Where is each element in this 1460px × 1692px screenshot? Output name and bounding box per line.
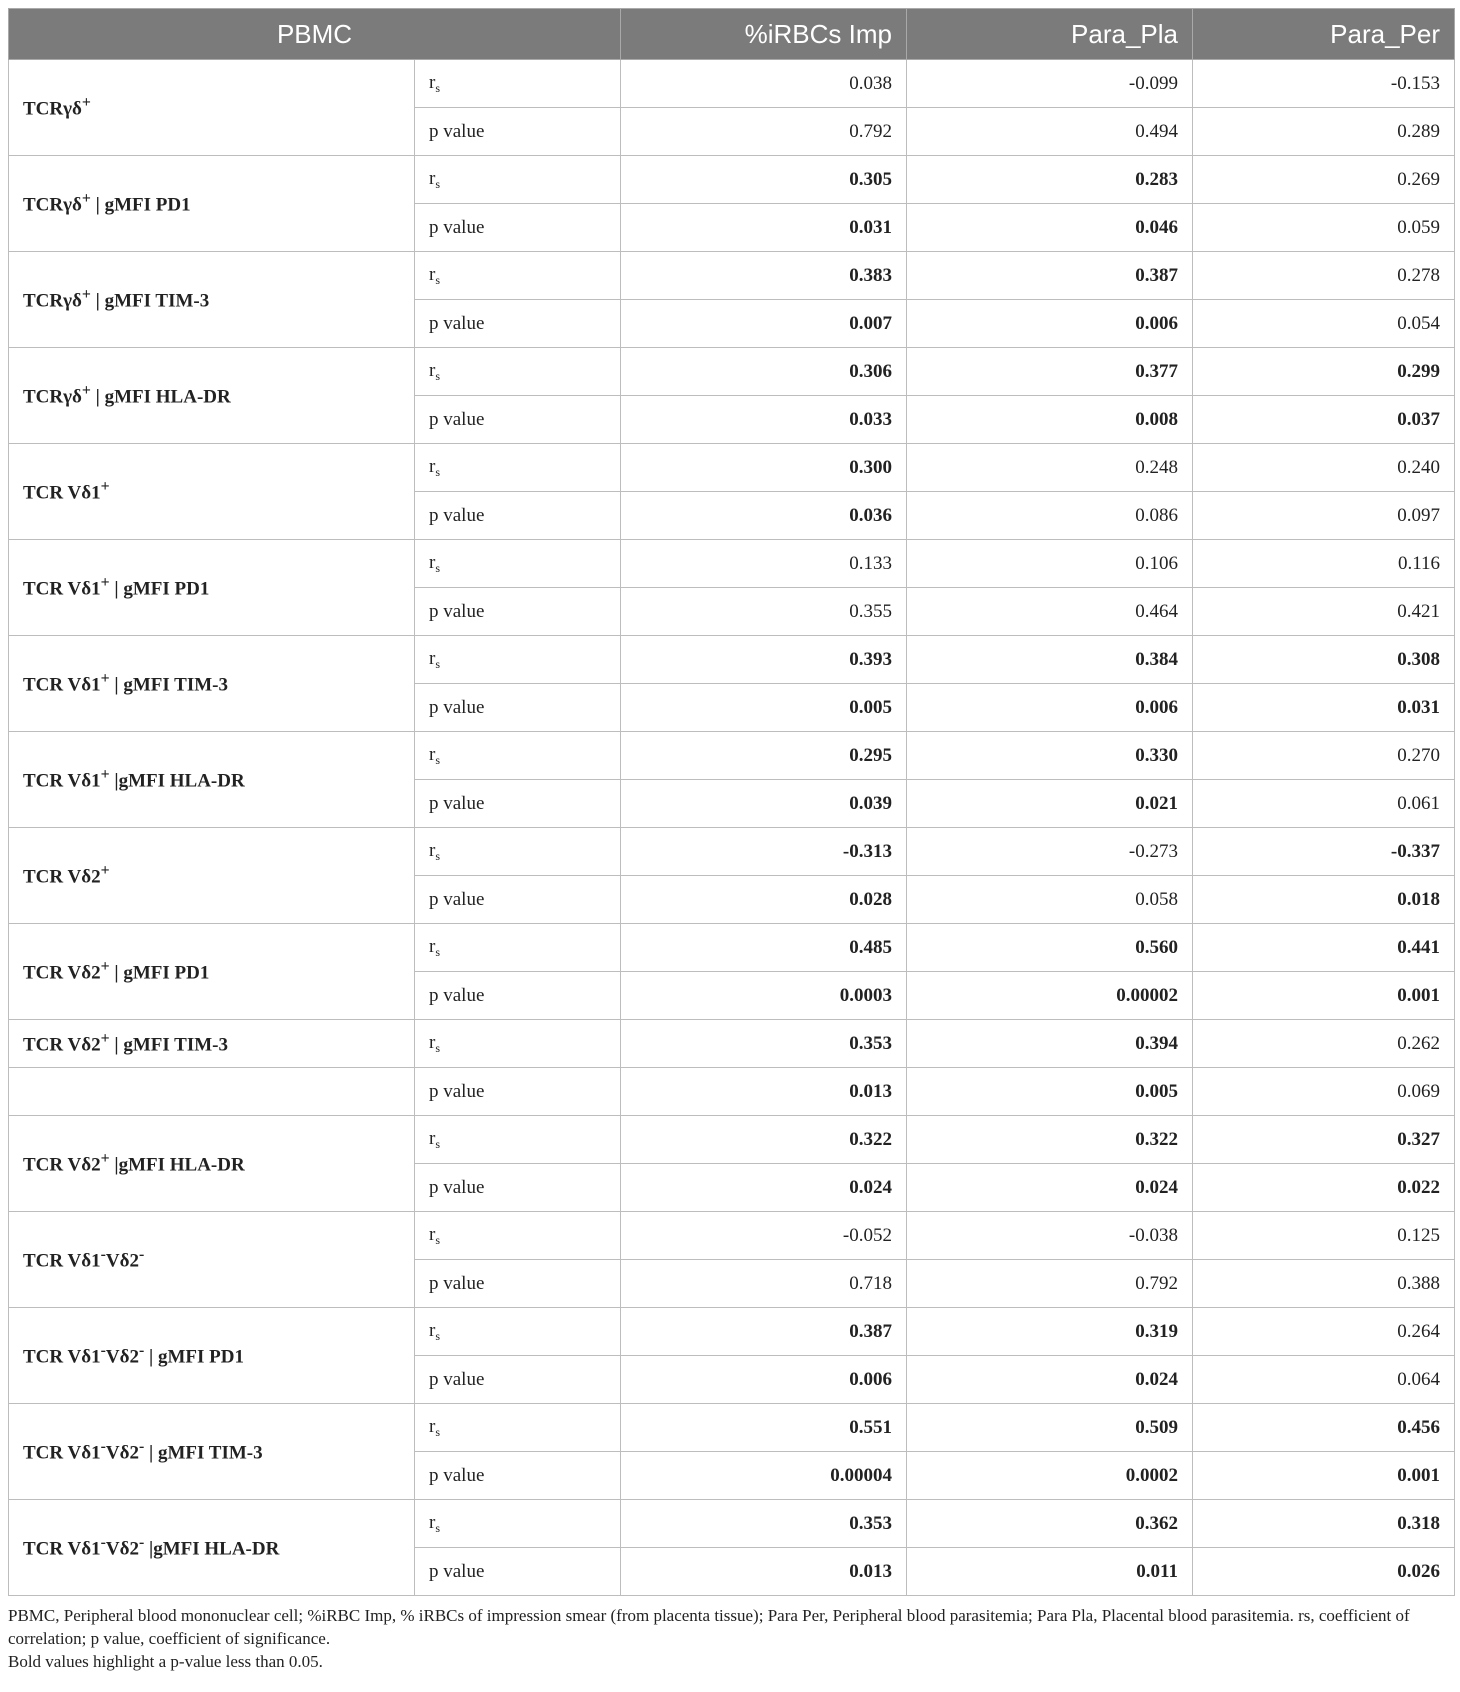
cell-rs-iRBCs-imp: 0.038 (621, 60, 907, 108)
rs-symbol: r (429, 71, 436, 93)
rs-subscript: s (435, 80, 440, 95)
footnote-abbreviations: PBMC, Peripheral blood mononuclear cell; %iRBC Imp, % iRBCs of impression smear (from placenta tissue); Para Per, Peripheral blood parasitemia; Para Pla, Placental blood parasitemia. rs, coefficient of correlation; p value, coefficient of significance. (8, 1606, 1410, 1648)
cell-rs-para-per: 0.269 (1193, 156, 1455, 204)
cell-rs-iRBCs-imp: 0.383 (621, 252, 907, 300)
table-row (9, 1500, 1455, 1548)
cell-p-para-per: 0.289 (1193, 108, 1455, 156)
cell-rs-para-per: 0.262 (1193, 1020, 1455, 1068)
stat-label-rs (415, 1212, 621, 1260)
stat-label-p: p value (415, 684, 621, 732)
cell-p-para-pla: 0.086 (907, 492, 1193, 540)
table-row (9, 924, 1455, 972)
cell-rs-iRBCs-imp: 0.322 (621, 1116, 907, 1164)
cell-rs-para-pla: 0.283 (907, 156, 1193, 204)
table-row (9, 636, 1455, 684)
stat-label-p: p value (415, 1068, 621, 1116)
cell-p-iRBCs-imp: 0.033 (621, 396, 907, 444)
cell-rs-para-pla: 0.509 (907, 1404, 1193, 1452)
cell-rs-para-pla: 0.319 (907, 1308, 1193, 1356)
rs-subscript: s (435, 464, 440, 479)
cell-p-para-per: 0.001 (1193, 1452, 1455, 1500)
table-row (9, 60, 1455, 108)
cell-rs-iRBCs-imp: 0.387 (621, 1308, 907, 1356)
header-iRBCs-imp: %iRBCs Imp (621, 9, 907, 60)
rs-symbol: r (429, 1223, 436, 1245)
cell-p-para-pla: 0.008 (907, 396, 1193, 444)
cell-p-para-pla: 0.058 (907, 876, 1193, 924)
stat-label-rs (415, 1308, 621, 1356)
stat-label-p: p value (415, 780, 621, 828)
stat-label-p: p value (415, 108, 621, 156)
row-group-label: TCR Vδ1+ | gMFI TIM-3 (9, 636, 415, 732)
header-para-per: Para_Per (1193, 9, 1455, 60)
stat-label-rs (415, 252, 621, 300)
rs-subscript: s (435, 1328, 440, 1343)
cell-p-para-pla: 0.024 (907, 1164, 1193, 1212)
table-row (9, 252, 1455, 300)
stat-label-p: p value (415, 876, 621, 924)
cell-rs-para-per: 0.318 (1193, 1500, 1455, 1548)
stat-label-p: p value (415, 588, 621, 636)
stat-label-rs (415, 732, 621, 780)
rs-subscript: s (435, 1232, 440, 1247)
row-group-label: TCRγδ+ | gMFI TIM-3 (9, 252, 415, 348)
rs-subscript: s (435, 656, 440, 671)
rs-symbol: r (429, 263, 436, 285)
cell-rs-iRBCs-imp: 0.353 (621, 1500, 907, 1548)
cell-p-iRBCs-imp: 0.036 (621, 492, 907, 540)
cell-rs-para-per: 0.308 (1193, 636, 1455, 684)
cell-p-iRBCs-imp: 0.0003 (621, 972, 907, 1020)
cell-rs-para-per: 0.264 (1193, 1308, 1455, 1356)
cell-rs-iRBCs-imp: 0.133 (621, 540, 907, 588)
cell-p-para-per: 0.064 (1193, 1356, 1455, 1404)
rs-symbol: r (429, 551, 436, 573)
cell-p-iRBCs-imp: 0.006 (621, 1356, 907, 1404)
cell-p-iRBCs-imp: 0.007 (621, 300, 907, 348)
stat-label-rs (415, 1500, 621, 1548)
cell-p-iRBCs-imp: 0.005 (621, 684, 907, 732)
cell-p-para-pla: 0.0002 (907, 1452, 1193, 1500)
row-group-label: TCRγδ+ (9, 60, 415, 156)
cell-p-para-pla: 0.006 (907, 684, 1193, 732)
rs-symbol: r (429, 1511, 436, 1533)
cell-rs-para-per: 0.116 (1193, 540, 1455, 588)
cell-rs-iRBCs-imp: 0.551 (621, 1404, 907, 1452)
cell-p-iRBCs-imp: 0.013 (621, 1548, 907, 1596)
table-row (9, 444, 1455, 492)
rs-subscript: s (435, 848, 440, 863)
table-row (9, 348, 1455, 396)
stat-label-p: p value (415, 1260, 621, 1308)
row-group-label: TCR Vδ2+ | gMFI TIM-3 (9, 1020, 415, 1068)
table-row (9, 1404, 1455, 1452)
cell-p-iRBCs-imp: 0.00004 (621, 1452, 907, 1500)
rs-subscript: s (435, 176, 440, 191)
row-group-label: TCR Vδ1-Vδ2- (9, 1212, 415, 1308)
rs-subscript: s (435, 1424, 440, 1439)
stat-label-p: p value (415, 1452, 621, 1500)
stat-label-rs (415, 1020, 621, 1068)
cell-rs-para-pla: 0.387 (907, 252, 1193, 300)
cell-p-para-per: 0.022 (1193, 1164, 1455, 1212)
cell-p-para-pla: 0.011 (907, 1548, 1193, 1596)
cell-rs-para-pla: -0.099 (907, 60, 1193, 108)
footnote-bold-note: Bold values highlight a p-value less than 0.05. (8, 1652, 323, 1671)
cell-rs-iRBCs-imp: 0.295 (621, 732, 907, 780)
rs-symbol: r (429, 455, 436, 477)
rs-subscript: s (435, 560, 440, 575)
stat-label-p: p value (415, 1356, 621, 1404)
rs-symbol: r (429, 167, 436, 189)
row-group-label: TCRγδ+ | gMFI HLA-DR (9, 348, 415, 444)
stat-label-rs (415, 60, 621, 108)
row-group-label: TCR Vδ1-Vδ2- |gMFI HLA-DR (9, 1500, 415, 1596)
cell-p-para-per: 0.059 (1193, 204, 1455, 252)
rs-symbol: r (429, 1415, 436, 1437)
stat-label-p: p value (415, 396, 621, 444)
table-row (9, 1212, 1455, 1260)
cell-p-para-pla: 0.006 (907, 300, 1193, 348)
rs-symbol: r (429, 647, 436, 669)
table-row (9, 828, 1455, 876)
row-group-label: TCR Vδ2+ |gMFI HLA-DR (9, 1116, 415, 1212)
cell-rs-para-pla: -0.273 (907, 828, 1193, 876)
table-row (9, 540, 1455, 588)
stat-label-rs (415, 348, 621, 396)
row-group-label: TCR Vδ1+ (9, 444, 415, 540)
cell-p-para-per: 0.031 (1193, 684, 1455, 732)
cell-rs-para-pla: 0.330 (907, 732, 1193, 780)
cell-p-para-per: 0.037 (1193, 396, 1455, 444)
table-row (9, 1020, 1455, 1068)
cell-rs-para-pla: 0.106 (907, 540, 1193, 588)
cell-rs-para-pla: 0.377 (907, 348, 1193, 396)
cell-p-para-per: 0.069 (1193, 1068, 1455, 1116)
stat-label-p: p value (415, 300, 621, 348)
stat-label-p: p value (415, 1548, 621, 1596)
header-pbmc: PBMC (9, 9, 621, 60)
stat-label-p: p value (415, 492, 621, 540)
cell-rs-para-per: -0.337 (1193, 828, 1455, 876)
cell-p-para-pla: 0.046 (907, 204, 1193, 252)
table-row (9, 1308, 1455, 1356)
cell-p-para-pla: 0.00002 (907, 972, 1193, 1020)
stat-label-rs (415, 444, 621, 492)
stat-label-rs (415, 540, 621, 588)
stat-label-rs (415, 1404, 621, 1452)
rs-subscript: s (435, 752, 440, 767)
cell-p-para-pla: 0.792 (907, 1260, 1193, 1308)
cell-p-iRBCs-imp: 0.031 (621, 204, 907, 252)
cell-rs-para-per: 0.270 (1193, 732, 1455, 780)
table-row (9, 732, 1455, 780)
cell-p-para-per: 0.388 (1193, 1260, 1455, 1308)
stat-label-rs (415, 828, 621, 876)
cell-p-iRBCs-imp: 0.039 (621, 780, 907, 828)
rs-subscript: s (435, 1040, 440, 1055)
cell-rs-para-pla: 0.362 (907, 1500, 1193, 1548)
stat-label-rs (415, 924, 621, 972)
cell-p-para-pla: 0.024 (907, 1356, 1193, 1404)
cell-rs-para-per: 0.327 (1193, 1116, 1455, 1164)
cell-rs-iRBCs-imp: 0.353 (621, 1020, 907, 1068)
cell-rs-para-per: 0.240 (1193, 444, 1455, 492)
rs-symbol: r (429, 839, 436, 861)
cell-rs-para-pla: 0.394 (907, 1020, 1193, 1068)
stat-label-p: p value (415, 972, 621, 1020)
row-group-label: TCR Vδ1-Vδ2- | gMFI TIM-3 (9, 1404, 415, 1500)
cell-p-para-pla: 0.021 (907, 780, 1193, 828)
rs-symbol: r (429, 1127, 436, 1149)
cell-rs-para-per: 0.456 (1193, 1404, 1455, 1452)
cell-p-para-pla: 0.494 (907, 108, 1193, 156)
cell-p-para-per: 0.018 (1193, 876, 1455, 924)
cell-rs-para-pla: 0.248 (907, 444, 1193, 492)
row-group-label: TCR Vδ2+ | gMFI PD1 (9, 924, 415, 1020)
rs-subscript: s (435, 944, 440, 959)
header-row (9, 9, 1455, 60)
cell-p-iRBCs-imp: 0.718 (621, 1260, 907, 1308)
rs-symbol: r (429, 1319, 436, 1341)
cell-rs-para-pla: 0.560 (907, 924, 1193, 972)
rs-symbol: r (429, 743, 436, 765)
rs-subscript: s (435, 368, 440, 383)
cell-rs-para-per: 0.299 (1193, 348, 1455, 396)
row-group-label: TCR Vδ1-Vδ2- | gMFI PD1 (9, 1308, 415, 1404)
row-group-label: TCR Vδ1+ |gMFI HLA-DR (9, 732, 415, 828)
cell-p-para-per: 0.097 (1193, 492, 1455, 540)
cell-rs-iRBCs-imp: 0.393 (621, 636, 907, 684)
stat-label-p: p value (415, 1164, 621, 1212)
cell-rs-iRBCs-imp: 0.300 (621, 444, 907, 492)
row-group-label: TCR Vδ2+ (9, 828, 415, 924)
cell-rs-iRBCs-imp: -0.052 (621, 1212, 907, 1260)
cell-rs-para-pla: 0.322 (907, 1116, 1193, 1164)
cell-p-para-per: 0.026 (1193, 1548, 1455, 1596)
cell-rs-iRBCs-imp: 0.306 (621, 348, 907, 396)
cell-rs-para-per: 0.125 (1193, 1212, 1455, 1260)
cell-p-para-per: 0.061 (1193, 780, 1455, 828)
cell-p-iRBCs-imp: 0.028 (621, 876, 907, 924)
table-row (9, 1116, 1455, 1164)
cell-p-para-per: 0.421 (1193, 588, 1455, 636)
cell-p-iRBCs-imp: 0.355 (621, 588, 907, 636)
cell-rs-iRBCs-imp: 0.485 (621, 924, 907, 972)
cell-p-iRBCs-imp: 0.792 (621, 108, 907, 156)
stat-label-rs (415, 1116, 621, 1164)
table-row (9, 156, 1455, 204)
row-group-label: TCR Vδ1+ | gMFI PD1 (9, 540, 415, 636)
cell-rs-para-per: -0.153 (1193, 60, 1455, 108)
stat-label-rs (415, 636, 621, 684)
cell-rs-para-pla: 0.384 (907, 636, 1193, 684)
table-container (8, 8, 1454, 1673)
cell-p-para-per: 0.001 (1193, 972, 1455, 1020)
stat-label-rs (415, 156, 621, 204)
rs-symbol: r (429, 1031, 436, 1053)
table-body (9, 60, 1455, 1596)
cell-rs-para-pla: -0.038 (907, 1212, 1193, 1260)
cell-p-para-per: 0.054 (1193, 300, 1455, 348)
cell-rs-para-per: 0.278 (1193, 252, 1455, 300)
cell-rs-para-per: 0.441 (1193, 924, 1455, 972)
row-group-label: TCRγδ+ | gMFI PD1 (9, 156, 415, 252)
correlation-table (8, 8, 1455, 1596)
table-footnotes (8, 1604, 1454, 1673)
rs-symbol: r (429, 935, 436, 957)
cell-rs-iRBCs-imp: -0.313 (621, 828, 907, 876)
cell-rs-iRBCs-imp: 0.305 (621, 156, 907, 204)
cell-p-iRBCs-imp: 0.013 (621, 1068, 907, 1116)
row-group-label-empty (9, 1068, 415, 1116)
rs-subscript: s (435, 1136, 440, 1151)
header-para-pla: Para_Pla (907, 9, 1193, 60)
cell-p-iRBCs-imp: 0.024 (621, 1164, 907, 1212)
table-row (9, 1068, 1455, 1116)
stat-label-p: p value (415, 204, 621, 252)
rs-symbol: r (429, 359, 436, 381)
cell-p-para-pla: 0.464 (907, 588, 1193, 636)
rs-subscript: s (435, 1520, 440, 1535)
rs-subscript: s (435, 272, 440, 287)
cell-p-para-pla: 0.005 (907, 1068, 1193, 1116)
